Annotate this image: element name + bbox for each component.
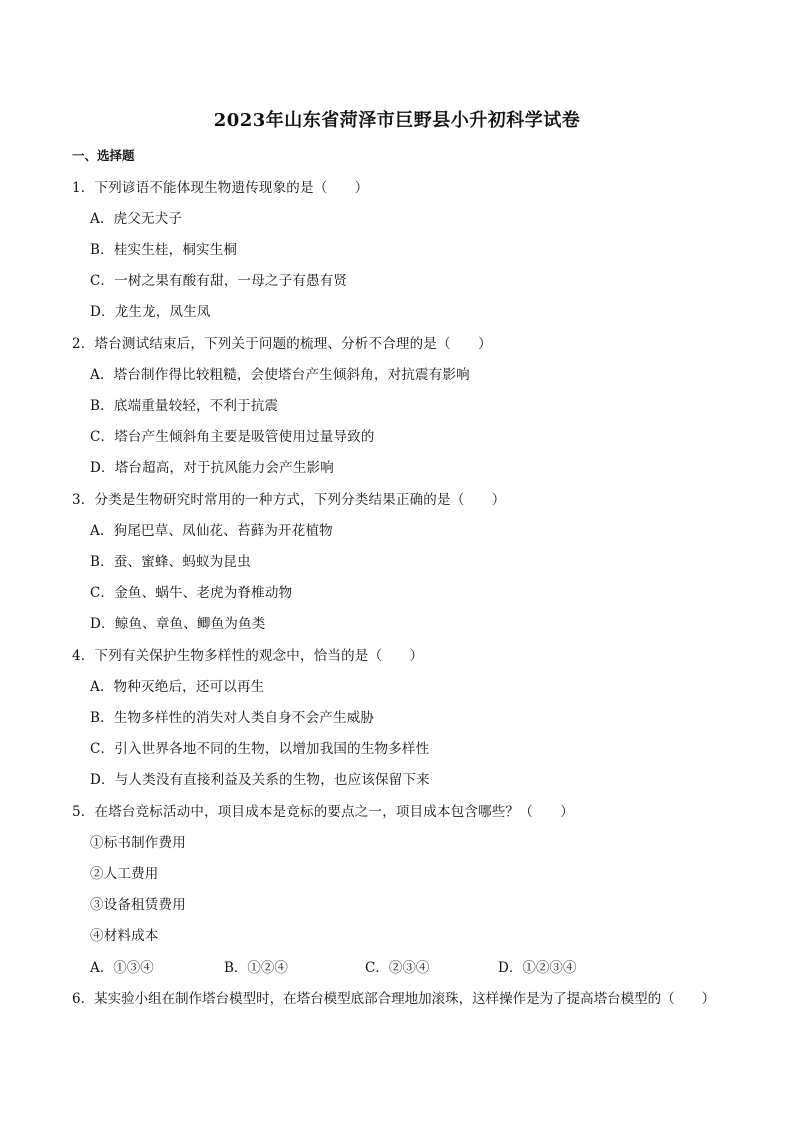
question-3-option-c: C．金鱼、蜗牛、老虎为脊椎动物 <box>90 585 293 601</box>
section-heading: 一、选择题 <box>72 148 135 163</box>
question-5-choice-a: A．①③④ <box>90 960 154 976</box>
question-6-stem: 6．某实验小组在制作塔台模型时，在塔台模型底部合理地加滚珠，这样操作是为了提高塔台模型的（ ） <box>72 991 716 1007</box>
question-1-option-d: D．龙生龙，凤生凤 <box>90 304 211 320</box>
question-3-option-b: B．蚕、蜜蜂、蚂蚁为昆虫 <box>90 554 251 570</box>
question-3-stem: 3．分类是生物研究时常用的一种方式，下列分类结果正确的是（ ） <box>72 492 506 508</box>
question-5-item-3: ③设备租赁费用 <box>90 897 186 913</box>
question-1-option-b: B．桂实生桂，桐实生桐 <box>90 242 238 258</box>
question-2-option-c: C．塔台产生倾斜角主要是吸管使用过量导致的 <box>90 429 375 445</box>
question-4-option-c: C．引入世界各地不同的生物，以增加我国的生物多样性 <box>90 741 430 757</box>
question-2-option-b: B．底端重量较轻，不利于抗震 <box>90 398 279 414</box>
question-4-option-d: D．与人类没有直接利益及关系的生物，也应该保留下来 <box>90 772 430 788</box>
page-title: 2023年山东省菏泽市巨野县小升初科学试卷 <box>213 110 581 131</box>
question-5-choice-d: D．①②③④ <box>498 960 577 976</box>
question-5-item-1: ①标书制作费用 <box>90 835 186 851</box>
question-1-option-c: C．一树之果有酸有甜，一母之子有愚有贤 <box>90 273 348 289</box>
question-5-item-2: ②人工费用 <box>90 866 159 882</box>
question-4-option-a: A．物种灭绝后，还可以再生 <box>90 679 265 695</box>
question-5-choice-b: B．①②④ <box>224 960 288 976</box>
question-3-option-a: A．狗尾巴草、凤仙花、苔藓为开花植物 <box>90 523 333 539</box>
question-5-stem: 5．在塔台竞标活动中，项目成本是竞标的要点之一，项目成本包含哪些？（ ） <box>72 804 574 820</box>
question-5-choice-c: C．②③④ <box>365 960 430 976</box>
question-4-option-b: B．生物多样性的消失对人类自身不会产生威胁 <box>90 710 375 726</box>
question-5-item-4: ④材料成本 <box>90 928 159 944</box>
question-2-option-a: A．塔台制作得比较粗糙，会使塔台产生倾斜角，对抗震有影响 <box>90 367 470 383</box>
question-2-option-d: D．塔台超高，对于抗风能力会产生影响 <box>90 460 334 476</box>
question-1-option-a: A．虎父无犬子 <box>90 211 183 227</box>
question-4-stem: 4．下列有关保护生物多样性的观念中，恰当的是（ ） <box>72 648 424 664</box>
question-1-stem: 1．下列谚语不能体现生物遗传现象的是（ ） <box>72 180 369 196</box>
question-2-stem: 2．塔台测试结束后，下列关于问题的梳理、分析不合理的是（ ） <box>72 336 492 352</box>
question-3-option-d: D．鲸鱼、章鱼、鲫鱼为鱼类 <box>90 616 266 632</box>
